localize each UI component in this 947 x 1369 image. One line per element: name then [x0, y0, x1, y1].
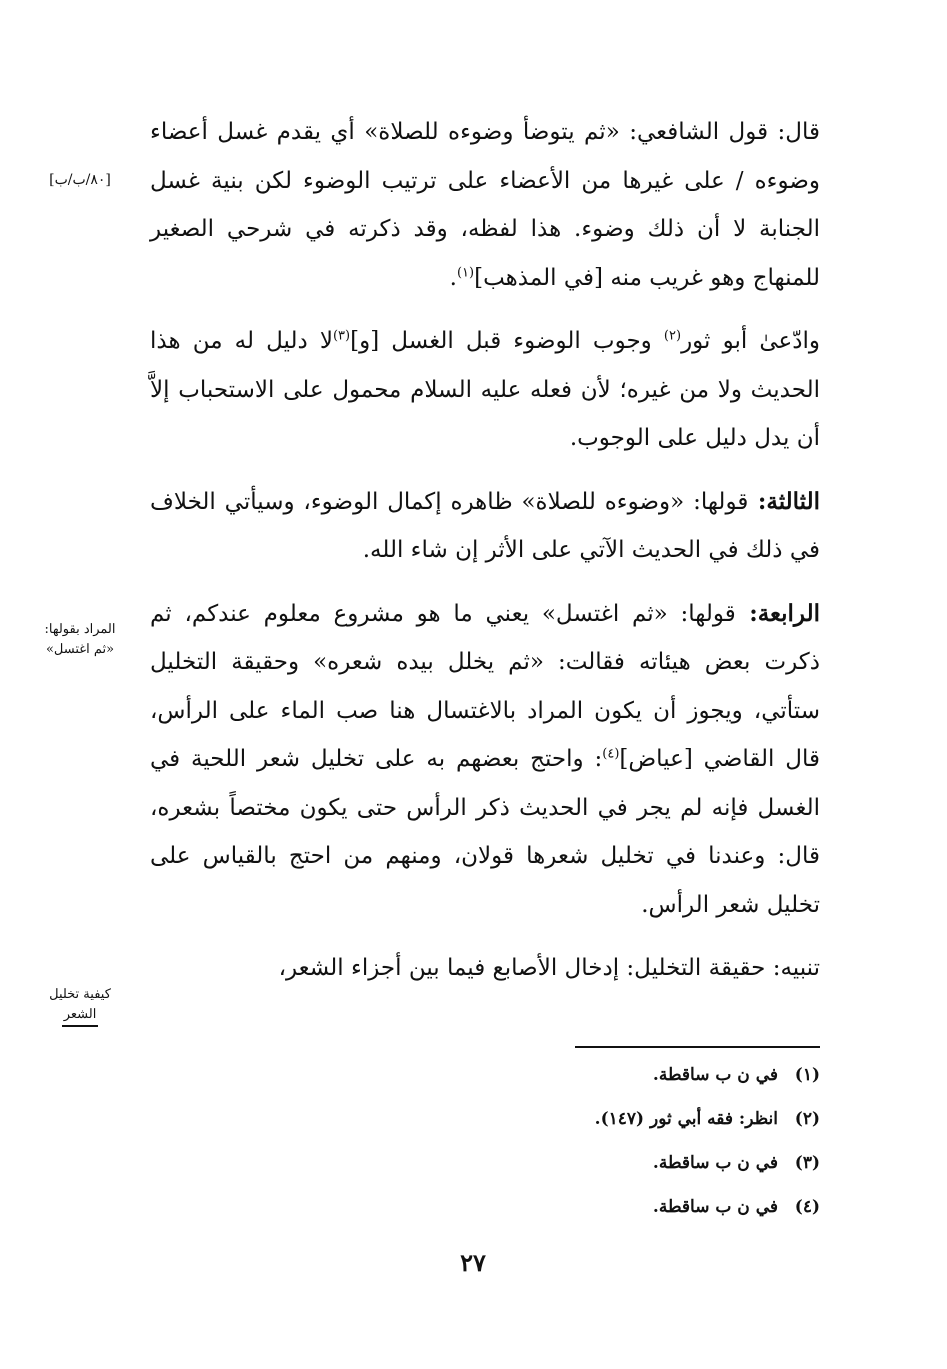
footnote-number: (١): [794, 1065, 820, 1085]
margin-heading-line: المراد بقولها:: [44, 622, 116, 637]
text-segment: قولها: «وضوءه للصلاة» ظاهره إكمال الوضوء، وسيأتي الخلاف في ذلك في الحديث الآتي على الأثر إن شاء الله.: [150, 488, 820, 563]
footnote-reference: (٣): [332, 328, 351, 344]
footnote-reference: (١): [456, 264, 475, 280]
text-segment: .: [449, 264, 457, 291]
margin-heading-ightasala: [30, 620, 130, 660]
text-segment: : واحتج بعضهم به على تخليل شعر اللحية في الغسل فإنه لم يجر في الحديث ذكر الرأس حتى يكون مختصاً بشعره، قال: وعندنا في تخليل شعرها قولان، ومنهم من احتج بالقياس على تخليل شعر الرأس.: [150, 746, 820, 918]
footnote-separator: [575, 1046, 820, 1048]
paragraph: [150, 317, 820, 463]
paragraph: [150, 944, 820, 993]
footnote-text: في ن ب ساقطة.: [652, 1197, 778, 1217]
paragraph: [150, 478, 820, 575]
folio-marker-text: [٨٠/ب/ب]: [49, 172, 111, 188]
text-segment: قولها: «ثم اغتسل» يعني ما هو مشروع معلوم عندكم، ثم ذكرت بعض هيئاته فقالت: «ثم يخلل بيده شعره» وحقيقة التخليل ستأتي، ويجوز أن يكون المراد بالاغتسال هنا صب الماء على الرأس، قال القاضي [عياض]: [150, 600, 820, 772]
footnote-text: انظر: فقه أبي ثور (١٤٧).: [594, 1109, 778, 1129]
margin-heading-line: الشعر: [62, 1005, 99, 1027]
footnote-text: في ن ب ساقطة.: [652, 1153, 778, 1173]
text-segment: لا دليل له من هذا الحديث ولا من غيره؛ لأن فعله عليه السلام محمول على الاستحباب إلاَّ أن يدل دليل على الوجوب.: [150, 328, 820, 451]
footnote-item: [400, 1185, 820, 1229]
footnote-number: (٢): [794, 1109, 820, 1129]
footnote-item: [400, 1141, 820, 1185]
paragraph: [150, 108, 820, 302]
page-number: ٢٧: [460, 1248, 486, 1277]
footnote-text: في ن ب ساقطة.: [652, 1065, 778, 1085]
paragraph-lead: الرابعة:: [735, 599, 820, 627]
margin-heading-line: «ثم اغتسل»: [45, 642, 115, 657]
text-segment: وجوب الوضوء قبل الغسل [و]: [350, 328, 664, 354]
footnote-reference: (٢): [663, 328, 682, 344]
margin-heading-takhlil: [30, 985, 130, 1027]
text-segment: وادّعىٰ أبو ثور: [681, 328, 820, 354]
main-text: [150, 108, 820, 1008]
text-segment: قال: قول الشافعي: «ثم يتوضأ وضوءه للصلاة» أي يقدم غسل أعضاء وضوءه / على غيرها من الأعضاء على ترتيب الوضوء لكن بنية غسل الجنابة لا أن ذلك وضوء. هذا لفظه، وقد ذكرته في شرحي الصغير للمنهاج وهو غريب منه [في المذهب]: [150, 119, 820, 291]
paragraph-lead: الثالثة:: [748, 487, 821, 515]
paragraph: [150, 590, 820, 930]
footnote-number: (٤): [794, 1197, 820, 1217]
folio-marker: [30, 170, 130, 190]
text-segment: تنبيه: حقيقة التخليل: إدخال الأصابع فيما بين أجزاء الشعر،: [278, 955, 820, 981]
footnote-number: (٣): [794, 1153, 820, 1173]
footnote-reference: (٤): [602, 746, 620, 762]
footnote-item: [400, 1097, 820, 1141]
margin-heading-line: كيفية تخليل: [49, 987, 111, 1002]
footnote-item: [400, 1053, 820, 1097]
footnotes: [400, 1053, 820, 1229]
